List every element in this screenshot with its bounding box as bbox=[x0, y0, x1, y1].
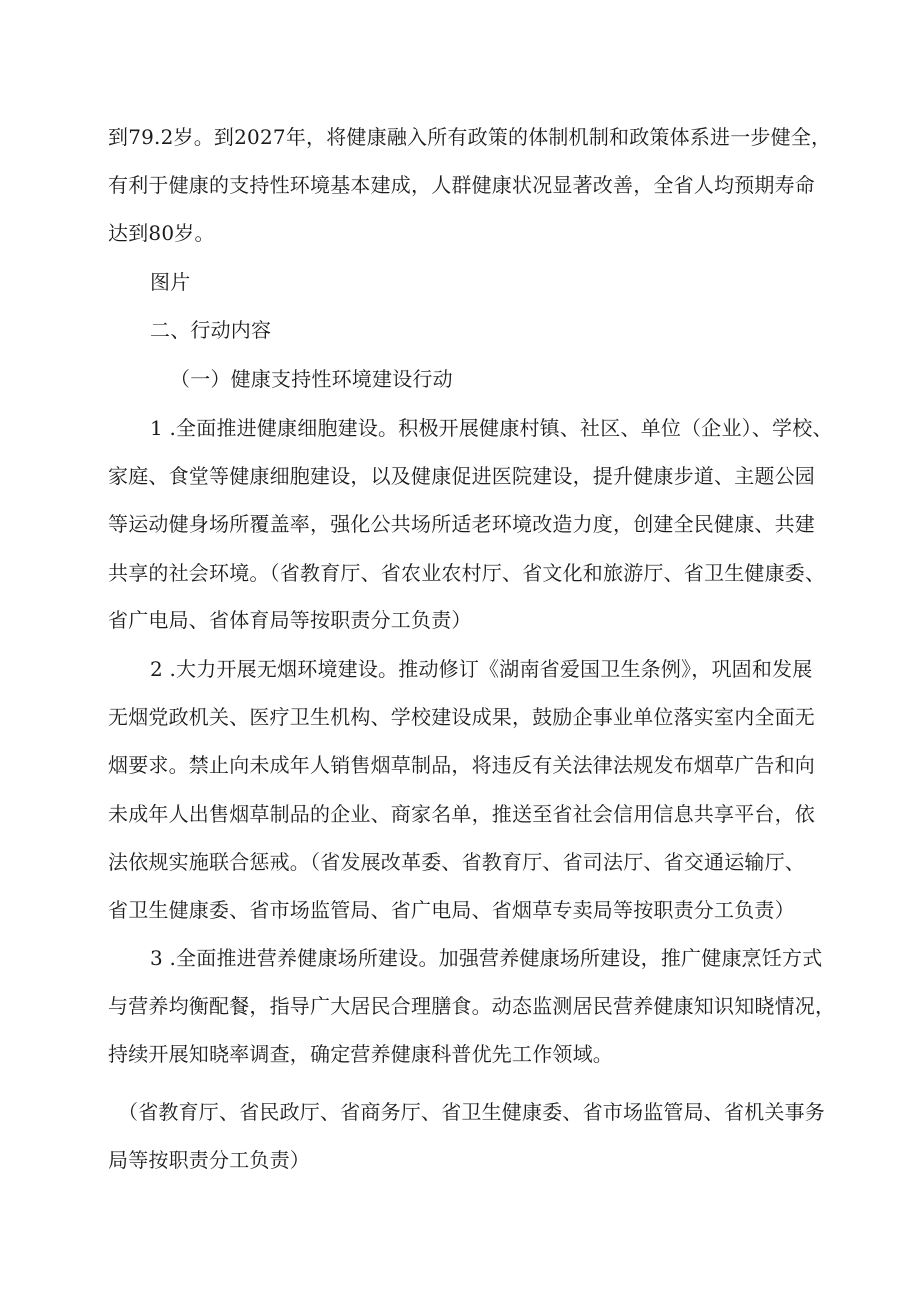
text-line: 达到80岁。 bbox=[108, 221, 215, 245]
text-line: 省卫生健康委、省市场监管局、省广电局、省烟草专卖局等按职责分工负责） bbox=[108, 898, 795, 922]
text-line: 2 .大力开展无烟环境建设。推动修订《湖南省爱国卫生条例》，巩固和发展 bbox=[150, 657, 813, 681]
text-line: 有利于健康的支持性环境基本建成，人群健康状况显著改善，全省人均预期寿命 bbox=[108, 173, 815, 197]
text-line: 省广电局、省体育局等按职责分工负责） bbox=[108, 608, 472, 632]
text-line: 到79.2岁。到2027年，将健康融入所有政策的体制机制和政策体系进一步健全， bbox=[108, 125, 832, 149]
subsection-heading: （一）健康支持性环境建设行动 bbox=[170, 367, 453, 391]
text-line: 等运动健身场所覆盖率，强化公共场所适老环境改造力度，创建全民健康、共建 bbox=[108, 512, 815, 536]
text-line: 3 .全面推进营养健康场所建设。加强营养健康场所建设，推广健康烹饪方式 bbox=[150, 946, 823, 970]
text-line: 烟要求。禁止向未成年人销售烟草制品，将违反有关法律法规发布烟草广告和向 bbox=[108, 753, 815, 777]
text-line: 法依规实施联合惩戒。（省发展改革委、省教育厅、省司法厅、省交通运输厅、 bbox=[108, 850, 805, 874]
text-line: 持续开展知晓率调查，确定营养健康科普优先工作领域。 bbox=[108, 1042, 613, 1066]
text-line: 未成年人出售烟草制品的企业、商家名单，推送至省社会信用信息共享平台，依 bbox=[108, 802, 815, 826]
text-line: 无烟党政机关、医疗卫生机构、学校建设成果，鼓励企事业单位落实室内全面无 bbox=[108, 705, 815, 729]
section-heading: 二、行动内容 bbox=[150, 318, 272, 342]
image-placeholder-text: 图片 bbox=[150, 270, 191, 294]
text-line: 与营养均衡配餐，指导广大居民合理膳食。动态监测居民营养健康知识知晓情况， bbox=[108, 994, 836, 1018]
text-line: 局等按职责分工负责） bbox=[108, 1148, 310, 1172]
text-line: （省教育厅、省民政厅、省商务厅、省卫生健康委、省市场监管局、省机关事务 bbox=[118, 1100, 825, 1124]
text-line: 共享的社会环境。（省教育厅、省农业农村厅、省文化和旅游厅、省卫生健康委、 bbox=[108, 561, 826, 585]
text-line: 家庭、食堂等健康细胞建设，以及健康促进医院建设，提升健康步道、主题公园 bbox=[108, 464, 815, 488]
text-line: 1 .全面推进健康细胞建设。积极开展健康村镇、社区、单位（企业）、学校、 bbox=[150, 416, 833, 440]
